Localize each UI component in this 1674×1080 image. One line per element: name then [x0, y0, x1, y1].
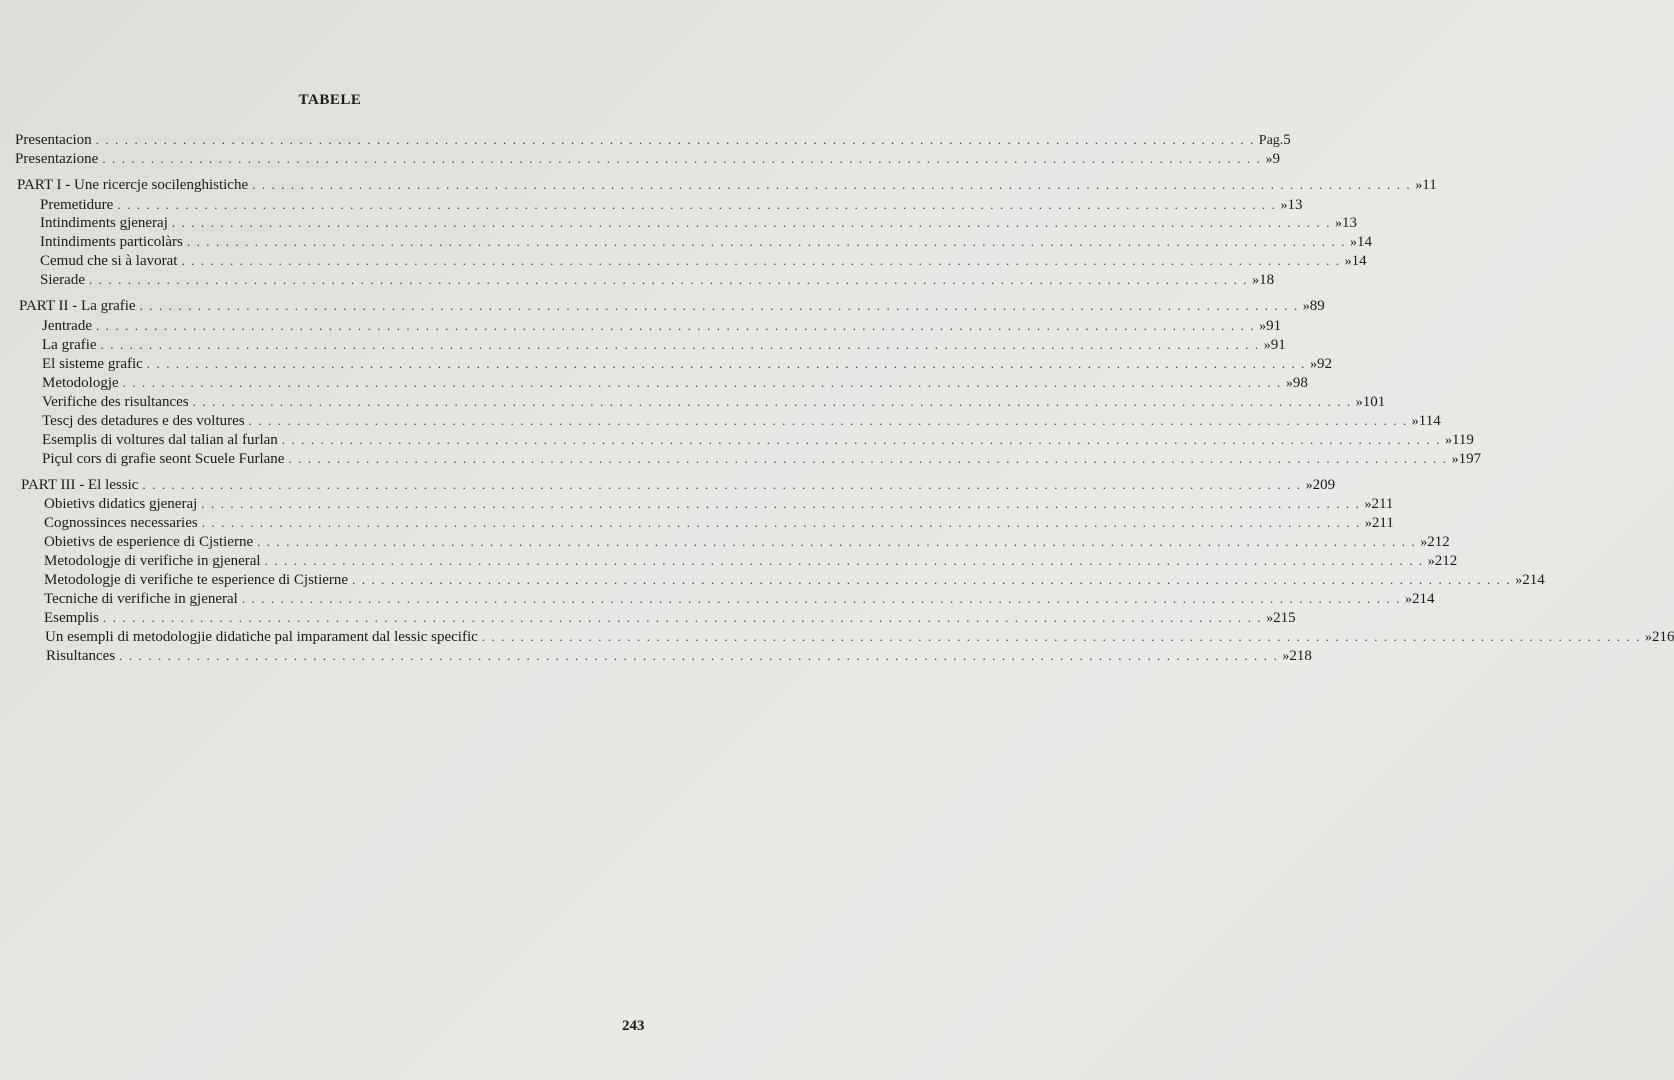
page-ref-marker: »: [1644, 630, 1652, 645]
toc-entry: [15, 130, 1291, 149]
dot-leader: . . . . . . . . . . . . . . . . . . . . . . . . . . . . . . . . . . . . . . . . . . . . . . . . . . . . . . . . . . . . . . . . . . . . . . . . . . . . . . . . . . . . . . . . . . . . . . . . . . . . . . . . . . . . . . . . . . . . . . . .: [481, 629, 1641, 644]
toc-entry: [42, 354, 1332, 373]
toc-entry-page: 209: [1312, 477, 1336, 493]
toc-entry: [42, 373, 1308, 392]
dot-leader: . . . . . . . . . . . . . . . . . . . . . . . . . . . . . . . . . . . . . . . . . . . . . . . . . . . . . . . . . . . . . . . . . . . . . . . . . . . . . . . . . . . . . . . . . . . . . . . . . . . . . . . . . . . . . . . . . . . . . . . .: [248, 413, 1408, 428]
toc-entry-label: Esemplis: [44, 610, 99, 626]
toc-entry: [40, 232, 1373, 251]
page-title: TABELE: [298, 92, 362, 108]
page-ref-marker: »: [1451, 452, 1459, 467]
page-ref-marker: »: [1252, 273, 1260, 288]
toc-entry: [40, 195, 1303, 214]
page-ref-marker: »: [1405, 592, 1413, 607]
dot-leader: . . . . . . . . . . . . . . . . . . . . . . . . . . . . . . . . . . . . . . . . . . . . . . . . . . . . . . . . . . . . . . . . . . . . . . . . . . . . . . . . . . . . . . . . . . . . . . . . . . . . . . . . . . . . . . . . . . . . . . . .: [352, 572, 1512, 587]
page-ref-marker: »: [1263, 338, 1271, 353]
toc-entry-page: 119: [1451, 432, 1474, 448]
page-ref-marker: »: [1411, 414, 1419, 429]
toc-entry-label: Un esempli di metodologjie didatiche pal imparament dal lessic specific: [45, 629, 478, 645]
toc-entry-label: PART II - La grafie: [19, 298, 136, 314]
toc-entry: [17, 175, 1437, 194]
toc-entry-page: 197: [1458, 451, 1482, 467]
toc-entry-page: 216: [1651, 629, 1674, 645]
page-number: 243: [622, 1018, 645, 1034]
page-ref-marker: »: [1309, 357, 1317, 372]
dot-leader: . . . . . . . . . . . . . . . . . . . . . . . . . . . . . . . . . . . . . . . . . . . . . . . . . . . . . . . . . . . . . . . . . . . . . . . . . . . . . . . . . . . . . . . . . . . . . . . . . . . . . . . . . . . . . . . . . . . . . . . .: [192, 394, 1352, 409]
dot-leader: . . . . . . . . . . . . . . . . . . . . . . . . . . . . . . . . . . . . . . . . . . . . . . . . . . . . . . . . . . . . . . . . . . . . . . . . . . . . . . . . . . . . . . . . . . . . . . . . . . . . . . . . . . . . . . . . . . . . . . . .: [241, 591, 1402, 606]
toc-entry-label: Tecniche di verifiche in gjeneral: [44, 591, 238, 607]
dot-leader: . . . . . . . . . . . . . . . . . . . . . . . . . . . . . . . . . . . . . . . . . . . . . . . . . . . . . . . . . . . . . . . . . . . . . . . . . . . . . . . . . . . . . . . . . . . . . . . . . . . . . . . . . . . . . . . . . . . . . . . .: [95, 318, 1256, 333]
toc-entry: [42, 392, 1386, 411]
toc-entry: [44, 532, 1450, 551]
toc-entry-page: 13: [1342, 215, 1358, 231]
toc-entry: [42, 335, 1286, 354]
dot-leader: . . . . . . . . . . . . . . . . . . . . . . . . . . . . . . . . . . . . . . . . . . . . . . . . . . . . . . . . . . . . . . . . . . . . . . . . . . . . . . . . . . . . . . . . . . . . . . . . . . . . . . . . . . . . . . . . . . . . . . . .: [95, 132, 1255, 147]
toc-entry-label: Presentazione: [15, 151, 99, 167]
toc-entry-label: La grafie: [42, 337, 97, 353]
page-ref-marker: »: [1335, 216, 1343, 231]
toc-entry-page: 9: [1272, 151, 1280, 167]
toc-entry-page: 5: [1283, 132, 1291, 148]
page-ref-marker: »: [1266, 611, 1274, 626]
dot-leader: . . . . . . . . . . . . . . . . . . . . . . . . . . . . . . . . . . . . . . . . . . . . . . . . . . . . . . . . . . . . . . . . . . . . . . . . . . . . . . . . . . . . . . . . . . . . . . . . . . . . . . . . . . . . . . . . . . . . . . . .: [122, 375, 1282, 390]
toc-entry-page: 14: [1351, 253, 1367, 269]
dot-leader: . . . . . . . . . . . . . . . . . . . . . . . . . . . . . . . . . . . . . . . . . . . . . . . . . . . . . . . . . . . . . . . . . . . . . . . . . . . . . . . . . . . . . . . . . . . . . . . . . . . . . . . . . . . . . . . . . . . . . . . .: [100, 337, 1260, 352]
toc-entry-label: Cognossinces necessaries: [44, 515, 198, 531]
toc-entry-label: Metodologje di verifiche in gjeneral: [44, 553, 261, 569]
toc-entry: [42, 430, 1474, 449]
page-ref-marker: Pag.: [1258, 133, 1284, 148]
toc-entry-page: 215: [1273, 610, 1296, 626]
dot-leader: . . . . . . . . . . . . . . . . . . . . . . . . . . . . . . . . . . . . . . . . . . . . . . . . . . . . . . . . . . . . . . . . . . . . . . . . . . . . . . . . . . . . . . . . . . . . . . . . . . . . . . . . . . . . . . . . . . . . . . . .: [103, 610, 1263, 625]
toc-entry-page: 101: [1362, 394, 1386, 410]
toc-entry-page: 212: [1434, 553, 1458, 569]
dot-leader: . . . . . . . . . . . . . . . . . . . . . . . . . . . . . . . . . . . . . . . . . . . . . . . . . . . . . . . . . . . . . . . . . . . . . . . . . . . . . . . . . . . . . . . . . . . . . . . . . . . . . . . . . . . . . . . . . . . . . . . .: [281, 432, 1441, 447]
toc-entry-page: 98: [1292, 375, 1308, 391]
dot-leader: . . . . . . . . . . . . . . . . . . . . . . . . . . . . . . . . . . . . . . . . . . . . . . . . . . . . . . . . . . . . . . . . . . . . . . . . . . . . . . . . . . . . . . . . . . . . . . . . . . . . . . . . . . . . . . . . . . . . . . . .: [264, 553, 1424, 568]
toc-entry: [44, 513, 1394, 532]
dot-leader: . . . . . . . . . . . . . . . . . . . . . . . . . . . . . . . . . . . . . . . . . . . . . . . . . . . . . . . . . . . . . . . . . . . . . . . . . . . . . . . . . . . . . . . . . . . . . . . . . . . . . . . . . . . . . . . . . . . . . . . .: [252, 177, 1412, 192]
page-ref-marker: »: [1515, 573, 1523, 588]
toc-entry: [42, 411, 1441, 430]
dot-leader: . . . . . . . . . . . . . . . . . . . . . . . . . . . . . . . . . . . . . . . . . . . . . . . . . . . . . . . . . . . . . . . . . . . . . . . . . . . . . . . . . . . . . . . . . . . . . . . . . . . . . . . . . . . . . . . . . . . . . . . .: [139, 298, 1299, 313]
toc-entry-page: 91: [1270, 337, 1286, 353]
toc-entry-page: 214: [1522, 572, 1545, 588]
page-ref-marker: »: [1364, 516, 1372, 531]
toc-entry-label: El sisteme grafic: [42, 356, 143, 372]
dot-leader: . . . . . . . . . . . . . . . . . . . . . . . . . . . . . . . . . . . . . . . . . . . . . . . . . . . . . . . . . . . . . . . . . . . . . . . . . . . . . . . . . . . . . . . . . . . . . . . . . . . . . . . . . . . . . . . . . . . . . . . .: [102, 151, 1262, 166]
toc-entry-label: Metodologje di verifiche te esperience di Cjstierne: [44, 572, 349, 588]
dot-leader: . . . . . . . . . . . . . . . . . . . . . . . . . . . . . . . . . . . . . . . . . . . . . . . . . . . . . . . . . . . . . . . . . . . . . . . . . . . . . . . . . . . . . . . . . . . . . . . . . . . . . . . . . . . . . . . . . . . . . . . .: [117, 197, 1277, 212]
toc-entry: [46, 646, 1312, 665]
page-ref-marker: »: [1420, 535, 1428, 550]
dot-leader: . . . . . . . . . . . . . . . . . . . . . . . . . . . . . . . . . . . . . . . . . . . . . . . . . . . . . . . . . . . . . . . . . . . . . . . . . . . . . . . . . . . . . . . . . . . . . . . . . . . . . . . . . . . . . . . . . . . . . . . .: [201, 515, 1361, 530]
page-ref-marker: »: [1305, 478, 1313, 493]
toc-entry-page: 114: [1418, 413, 1441, 429]
toc-entry-label: Metodologje: [42, 375, 119, 391]
dot-leader: . . . . . . . . . . . . . . . . . . . . . . . . . . . . . . . . . . . . . . . . . . . . . . . . . . . . . . . . . . . . . . . . . . . . . . . . . . . . . . . . . . . . . . . . . . . . . . . . . . . . . . . . . . . . . . . . . . . . . . . .: [171, 215, 1332, 230]
dot-leader: . . . . . . . . . . . . . . . . . . . . . . . . . . . . . . . . . . . . . . . . . . . . . . . . . . . . . . . . . . . . . . . . . . . . . . . . . . . . . . . . . . . . . . . . . . . . . . . . . . . . . . . . . . . . . . . . . . . . . . . .: [288, 451, 1448, 466]
toc-entry-label: Intindiments gjeneraj: [40, 215, 168, 231]
toc-entry-label: Verifiche des risultances: [42, 394, 189, 410]
toc-entry: [40, 213, 1358, 232]
toc-entry-page: 18: [1259, 272, 1275, 288]
toc-entry-label: PART I - Une ricercje socilenghistiche: [17, 177, 249, 193]
toc-entry-page: 211: [1371, 515, 1394, 531]
toc-entry: [44, 589, 1435, 608]
toc-entry-label: Risultances: [46, 648, 116, 664]
dot-leader: . . . . . . . . . . . . . . . . . . . . . . . . . . . . . . . . . . . . . . . . . . . . . . . . . . . . . . . . . . . . . . . . . . . . . . . . . . . . . . . . . . . . . . . . . . . . . . . . . . . . . . . . . . . . . . . . . . . . . . . .: [257, 534, 1417, 549]
dot-leader: . . . . . . . . . . . . . . . . . . . . . . . . . . . . . . . . . . . . . . . . . . . . . . . . . . . . . . . . . . . . . . . . . . . . . . . . . . . . . . . . . . . . . . . . . . . . . . . . . . . . . . . . . . . . . . . . . . . . . . . .: [201, 496, 1361, 511]
dot-leader: . . . . . . . . . . . . . . . . . . . . . . . . . . . . . . . . . . . . . . . . . . . . . . . . . . . . . . . . . . . . . . . . . . . . . . . . . . . . . . . . . . . . . . . . . . . . . . . . . . . . . . . . . . . . . . . . . . . . . . . .: [181, 253, 1341, 268]
page-ref-marker: »: [1344, 254, 1352, 269]
toc-entry-label: PART III - El lessic: [21, 477, 139, 493]
toc-entry-page: 211: [1371, 496, 1394, 512]
toc-entry: [42, 449, 1482, 468]
toc-entry-label: Premetidure: [40, 197, 114, 213]
toc-entry: [21, 475, 1336, 494]
toc-entry-label: Sierade: [40, 272, 85, 288]
page-ref-marker: »: [1265, 152, 1273, 167]
toc-entry: [44, 494, 1394, 513]
toc-entry-page: 14: [1357, 234, 1373, 250]
toc-entry-page: 92: [1316, 356, 1332, 372]
page-ref-marker: »: [1415, 178, 1423, 193]
toc-entry: [44, 551, 1458, 570]
dot-leader: . . . . . . . . . . . . . . . . . . . . . . . . . . . . . . . . . . . . . . . . . . . . . . . . . . . . . . . . . . . . . . . . . . . . . . . . . . . . . . . . . . . . . . . . . . . . . . . . . . . . . . . . . . . . . . . . . . . . . . . .: [88, 272, 1249, 287]
toc-entry: [45, 627, 1674, 646]
dot-leader: . . . . . . . . . . . . . . . . . . . . . . . . . . . . . . . . . . . . . . . . . . . . . . . . . . . . . . . . . . . . . . . . . . . . . . . . . . . . . . . . . . . . . . . . . . . . . . . . . . . . . . . . . . . . . . . . . . . . . . . .: [142, 477, 1302, 492]
toc-entry-label: Jentrade: [42, 318, 92, 334]
toc-entry: [42, 316, 1282, 335]
dot-leader: . . . . . . . . . . . . . . . . . . . . . . . . . . . . . . . . . . . . . . . . . . . . . . . . . . . . . . . . . . . . . . . . . . . . . . . . . . . . . . . . . . . . . . . . . . . . . . . . . . . . . . . . . . . . . . . . . . . . . . . .: [146, 356, 1306, 371]
page-ref-marker: »: [1444, 433, 1452, 448]
toc-entry-label: Obietivs de esperience di Cjstierne: [44, 534, 254, 550]
toc-entry: [15, 149, 1280, 168]
toc-entry-page: 13: [1287, 197, 1303, 213]
toc-entry-label: Piçul cors di grafie seont Scuele Furlane: [42, 451, 285, 467]
page-ref-marker: »: [1259, 319, 1267, 334]
page-ref-marker: »: [1364, 497, 1372, 512]
toc-entry: [40, 270, 1275, 289]
toc-entry: [44, 570, 1545, 589]
page-ref-marker: »: [1350, 235, 1358, 250]
page-ref-marker: »: [1427, 554, 1435, 569]
toc-entry-page: 212: [1427, 534, 1450, 550]
page-ref-marker: »: [1280, 198, 1288, 213]
page-ref-marker: »: [1355, 395, 1363, 410]
page-ref-marker: »: [1302, 299, 1310, 314]
toc-entry-label: Cemud che si à lavorat: [40, 253, 178, 269]
toc-entry-page: 89: [1309, 298, 1325, 314]
toc-entry-label: Obietivs didatics gjeneraj: [44, 496, 198, 512]
page-ref-marker: »: [1282, 649, 1290, 664]
dot-leader: . . . . . . . . . . . . . . . . . . . . . . . . . . . . . . . . . . . . . . . . . . . . . . . . . . . . . . . . . . . . . . . . . . . . . . . . . . . . . . . . . . . . . . . . . . . . . . . . . . . . . . . . . . . . . . . . . . . . . . . .: [119, 648, 1279, 663]
toc-entry-page: 91: [1266, 318, 1282, 334]
toc-entry-page: 214: [1412, 591, 1435, 607]
toc-entry-page: 11: [1422, 177, 1437, 193]
page-ref-marker: »: [1285, 376, 1293, 391]
toc-entry: [40, 251, 1367, 270]
dot-leader: . . . . . . . . . . . . . . . . . . . . . . . . . . . . . . . . . . . . . . . . . . . . . . . . . . . . . . . . . . . . . . . . . . . . . . . . . . . . . . . . . . . . . . . . . . . . . . . . . . . . . . . . . . . . . . . . . . . . . . . .: [186, 234, 1347, 249]
toc-entry: [44, 608, 1296, 627]
toc-entry-label: Intindiments particolàrs: [40, 234, 183, 250]
toc-entry-label: Tescj des detadures e des voltures: [42, 413, 245, 429]
toc-entry-label: Presentacion: [15, 132, 92, 148]
toc-entry: [19, 296, 1325, 315]
toc-entry-page: 218: [1289, 648, 1312, 664]
toc-entry-label: Esemplis di voltures dal talian al furlan: [42, 432, 278, 448]
